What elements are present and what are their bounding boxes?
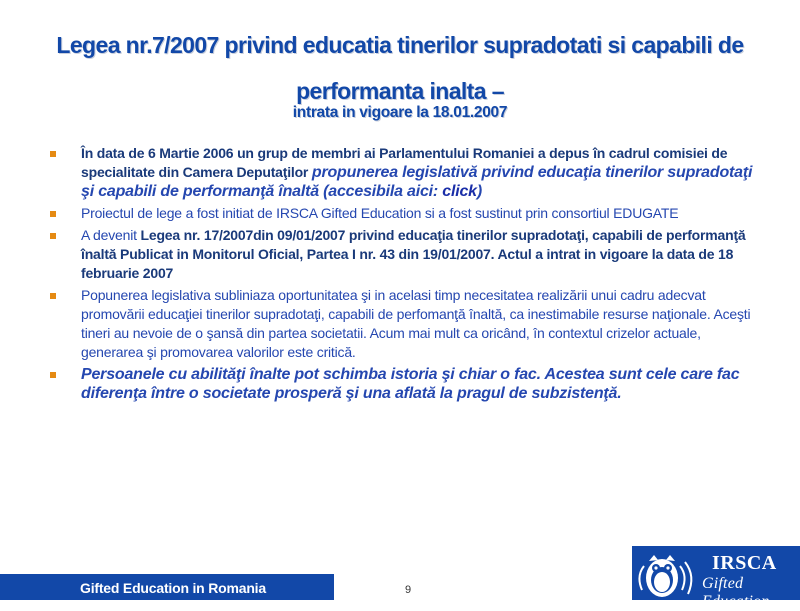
slide-subtitle: intrata in vigoare la 18.01.2007 [292,104,508,121]
slide-title-line-1: Legea nr.7/2007 privind educatia tinerilor supradotati si capabili de [56,32,744,58]
page-number: 9 [405,584,412,596]
bullet-marker [50,372,56,378]
bullet-3-lead: A devenit [81,227,141,243]
bullet-marker [50,293,56,299]
logo-tagline: Gifted Education [702,575,770,610]
footer-text: Gifted Education in Romania [80,580,266,596]
click-link[interactable]: click [442,183,477,200]
logo-name: IRSCA [712,552,777,574]
bullet-item-4 [48,286,753,362]
bullet-item-3 [48,226,753,283]
owl-icon [632,546,712,600]
bullet-item-1 [48,144,753,201]
bullet-1-proposal-text: propunerea legislativă privind educaţia tinerilor supradotaţi şi capabili de performanţă înaltă (accesibila aici: [81,164,753,200]
bullet-marker [50,151,56,157]
bullet-3-law-text: Legea nr. 17/2007din 09/01/2007 privind educaţia tinerilor supradotaţi, capabili de performanţă înaltă Publicat in Monitorul Oficial, Partea I nr. 43 din 19/01/2007. Actul a intrat in vigoare la data de 18 februarie 2007 [81,227,746,281]
bullet-marker [50,233,56,239]
bullet-5-text: Persoanele cu abilităţi înalte pot schimba istoria şi chiar o fac. Acestea sunt cele care fac diferenţa între o societate prosperă şi una aflată la pragul de subzistenţă. [81,366,740,402]
bullet-item-5 [48,365,753,403]
bullet-4-text: Popunerea legislativa subliniaza oportunitatea şi in acelasi timp necesitatea realizării unui cadru adecvat promovării educaţiei tinerilor supradotaţi, capabili de perfomanţă înaltă, ca inestimabile resurse naţionale. Aceşti tineri au nevoie de o şansă din partea societatii. Acum mai mult ca oricând, în contextul crizelor actuale, generarea şi promovarea valorilor este critică. [81,287,751,360]
bullet-2-text: Proiectul de lege a fost initiat de IRSCA Gifted Education si a fost sustinut prin consortiul EDUGATE [81,205,679,221]
bullet-list [48,144,753,406]
slide-title-line-2: performanta inalta – [296,78,504,104]
bullet-1-text: În data de 6 Martie 2006 un grup de membri ai Parlamentului Romaniei a depus în cadrul comisiei de specialitate din Camera Deputaţilor [81,145,728,180]
bullet-marker [50,211,56,217]
irsca-logo [632,546,800,610]
bullet-item-2 [48,204,753,223]
slide-title [20,24,780,112]
bullet-1-closing: ) [476,183,483,200]
